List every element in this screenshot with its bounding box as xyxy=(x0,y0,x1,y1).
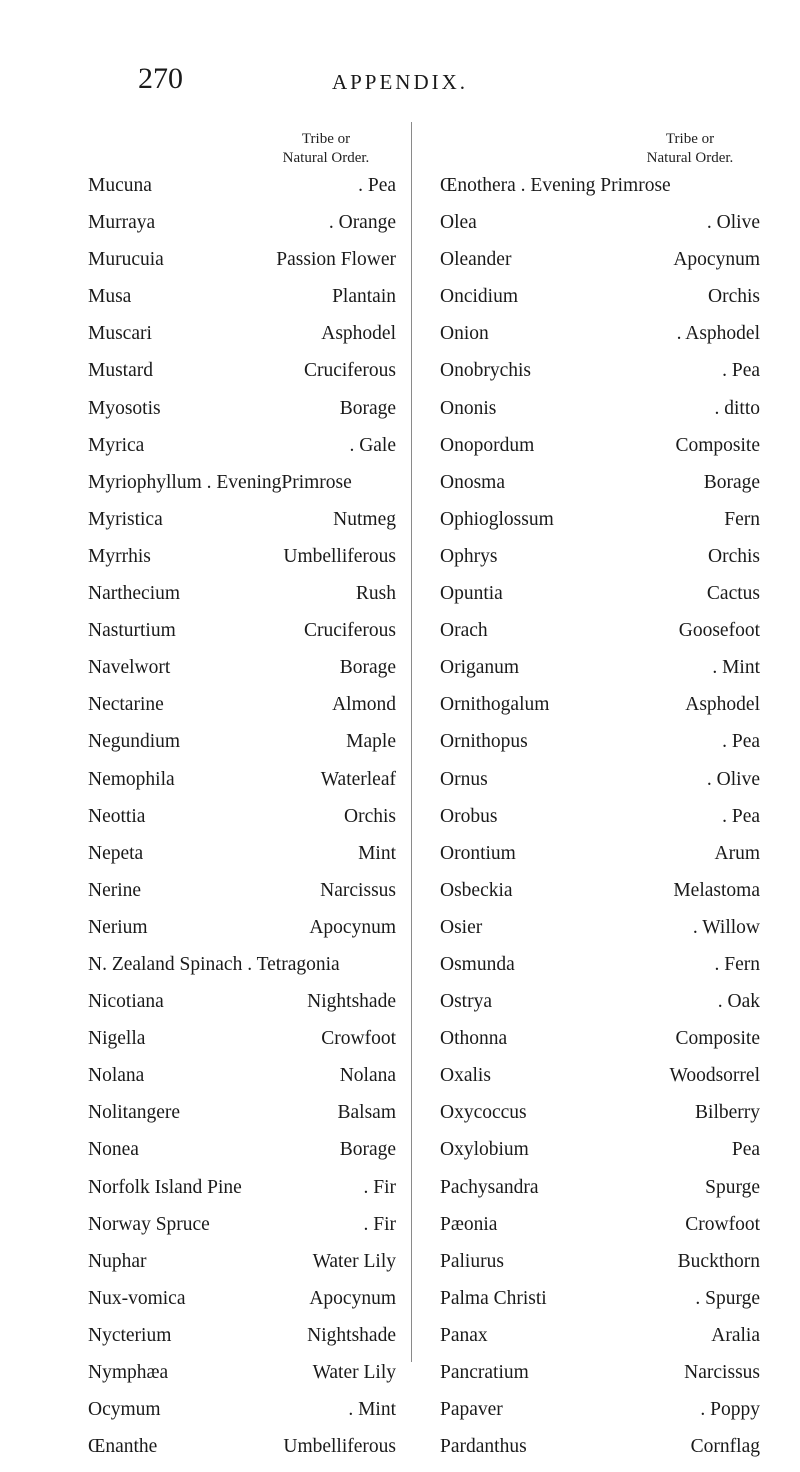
plant-name: Negundium xyxy=(88,731,181,753)
natural-order: Umbelliferous xyxy=(283,545,396,567)
plant-name: Myriophyllum . EveningPrimrose xyxy=(88,471,352,493)
natural-order: Composite xyxy=(675,434,760,456)
table-row xyxy=(440,1287,760,1324)
table-row xyxy=(88,434,396,471)
column-divider xyxy=(411,122,412,1362)
table-row xyxy=(88,1213,396,1250)
table-row xyxy=(88,248,396,285)
table-row xyxy=(440,1398,760,1435)
plant-name: Nycterium xyxy=(88,1324,172,1346)
plant-name: Nuphar xyxy=(88,1250,147,1272)
natural-order: . Gale xyxy=(349,434,396,456)
table-row xyxy=(88,1027,396,1064)
column-heading-right xyxy=(620,130,760,168)
plant-name: Origanum xyxy=(440,657,520,679)
plant-name: Nasturtium xyxy=(88,620,176,642)
table-row xyxy=(88,359,396,396)
table-row xyxy=(88,1064,396,1101)
plant-name: Œnanthe xyxy=(88,1436,158,1458)
table-row xyxy=(440,434,760,471)
plant-name: Nux-vomica xyxy=(88,1287,186,1309)
table-row xyxy=(88,174,396,211)
table-row xyxy=(440,397,760,434)
natural-order: Composite xyxy=(675,1028,760,1050)
natural-order: Water Lily xyxy=(312,1250,396,1272)
table-row xyxy=(440,730,760,767)
natural-order: Nolana xyxy=(339,1065,396,1087)
natural-order: . Olive xyxy=(706,212,760,234)
plant-name: Orobus xyxy=(440,805,498,827)
natural-order: Narcissus xyxy=(684,1362,760,1383)
natural-order: . Pea xyxy=(722,805,760,827)
natural-order: Borage xyxy=(339,657,396,679)
column-heading-left xyxy=(256,130,396,168)
natural-order: . Mint xyxy=(712,657,760,679)
plant-name: Osbeckia xyxy=(440,879,513,901)
table-row xyxy=(440,582,760,619)
table-row xyxy=(88,1361,396,1398)
plant-name: Osier xyxy=(440,916,483,938)
plant-name: Ononis xyxy=(440,397,497,419)
plant-name: Myristica xyxy=(88,508,163,530)
table-row xyxy=(440,916,760,953)
table-row xyxy=(440,693,760,730)
natural-order: Passion Flower xyxy=(276,249,396,271)
natural-order: . Pea xyxy=(358,175,396,196)
natural-order: Orchis xyxy=(708,545,760,567)
table-row xyxy=(88,693,396,730)
table-row xyxy=(88,730,396,767)
plant-name: Narthecium xyxy=(88,583,181,605)
entries-column-left xyxy=(88,174,396,1472)
natural-order: Umbelliferous xyxy=(283,1436,396,1458)
natural-order: Rush xyxy=(355,583,396,605)
plant-name: Muscari xyxy=(88,323,152,345)
natural-order: Arum xyxy=(714,842,760,864)
plant-name: Opuntia xyxy=(440,583,503,605)
natural-order: Spurge xyxy=(705,1176,760,1198)
natural-order: . Asphodel xyxy=(676,323,760,345)
table-row xyxy=(88,768,396,805)
table-row xyxy=(440,1101,760,1138)
plant-name: Orach xyxy=(440,620,488,642)
natural-order: Narcissus xyxy=(320,879,396,901)
table-row xyxy=(440,1361,760,1398)
table-row xyxy=(440,656,760,693)
plant-name: Myrrhis xyxy=(88,545,151,567)
table-row xyxy=(440,1435,760,1472)
natural-order: Melastoma xyxy=(673,879,760,901)
table-row xyxy=(440,285,760,322)
natural-order: . Orange xyxy=(328,212,396,234)
plant-name: Mustard xyxy=(88,360,153,382)
plant-name: Onion xyxy=(440,323,489,345)
plant-name: Panax xyxy=(440,1324,488,1346)
table-row xyxy=(440,322,760,359)
column-heading-line: Tribe or xyxy=(301,131,351,147)
plant-name: Ornithogalum xyxy=(440,694,550,716)
plant-name: Norfolk Island Pine xyxy=(88,1176,242,1198)
plant-name: Orontium xyxy=(440,842,516,864)
table-row xyxy=(440,842,760,879)
natural-order: Plantain xyxy=(332,286,396,308)
plant-name: Paliurus xyxy=(440,1250,504,1272)
table-row xyxy=(440,248,760,285)
natural-order: Nightshade xyxy=(307,991,396,1013)
column-heading-line: Natural Order. xyxy=(282,150,370,166)
natural-order: Crowfoot xyxy=(321,1028,396,1050)
natural-order: . Olive xyxy=(706,768,760,790)
natural-order: Goosefoot xyxy=(678,620,760,642)
table-row xyxy=(440,545,760,582)
plant-name: Osmunda xyxy=(440,953,515,975)
table-row xyxy=(88,1324,396,1361)
table-row xyxy=(88,582,396,619)
plant-name: Oxylobium xyxy=(440,1139,529,1161)
plant-name: Nectarine xyxy=(88,694,164,716)
plant-name: Ocymum xyxy=(88,1399,161,1421)
table-row xyxy=(88,508,396,545)
plant-name: Olea xyxy=(440,212,477,234)
natural-order: Asphodel xyxy=(685,694,760,716)
natural-order: . Mint xyxy=(348,1399,396,1421)
plant-name: Oxalis xyxy=(440,1065,491,1087)
plant-name: Navelwort xyxy=(88,657,171,679)
natural-order: Orchis xyxy=(708,286,760,308)
table-row xyxy=(88,842,396,879)
natural-order: . Willow xyxy=(692,916,760,938)
table-row xyxy=(440,1138,760,1175)
natural-order: . Fern xyxy=(714,953,760,975)
plant-name: Nigella xyxy=(88,1028,146,1050)
natural-order: Bilberry xyxy=(695,1102,760,1124)
natural-order: Borage xyxy=(339,1139,396,1161)
column-heading-line: Tribe or xyxy=(665,131,715,147)
plant-name: Ornithopus xyxy=(440,731,528,753)
table-row xyxy=(88,1138,396,1175)
column-heading-line: Natural Order. xyxy=(646,150,734,166)
plant-name: Murucuia xyxy=(88,249,164,271)
page-header xyxy=(0,62,800,102)
natural-order: Orchis xyxy=(344,805,396,827)
plant-name: Othonna xyxy=(440,1028,508,1050)
natural-order: Asphodel xyxy=(321,323,396,345)
plant-name: Palma Christi xyxy=(440,1287,547,1309)
natural-order: Waterleaf xyxy=(320,768,396,790)
natural-order: Cornflag xyxy=(690,1436,760,1458)
table-row xyxy=(440,953,760,990)
plant-name: Pachysandra xyxy=(440,1176,539,1198)
plant-name: Ostrya xyxy=(440,991,492,1013)
plant-name: Nerine xyxy=(88,879,142,901)
plant-name: Mucuna xyxy=(88,175,152,196)
table-row xyxy=(88,285,396,322)
table-row xyxy=(88,1176,396,1213)
natural-order: Cactus xyxy=(706,583,760,605)
natural-order: Almond xyxy=(332,694,396,716)
table-row xyxy=(440,1027,760,1064)
natural-order: . Oak xyxy=(717,991,760,1013)
plant-name: Neottia xyxy=(88,805,146,827)
plant-name: Pæonia xyxy=(440,1213,498,1235)
natural-order: Apocynum xyxy=(673,249,760,271)
plant-name: Nolitangere xyxy=(88,1102,181,1124)
table-row xyxy=(440,174,760,211)
plant-name: Musa xyxy=(88,286,132,308)
table-row xyxy=(440,805,760,842)
table-row xyxy=(88,879,396,916)
entries-column-right xyxy=(440,174,760,1472)
natural-order: Nutmeg xyxy=(333,508,396,530)
running-head: APPENDIX. xyxy=(331,70,469,94)
plant-name: Oxycoccus xyxy=(440,1102,527,1124)
table-row xyxy=(440,1176,760,1213)
natural-order: Balsam xyxy=(337,1102,396,1124)
table-row xyxy=(88,545,396,582)
page-number: 270 xyxy=(138,62,183,95)
plant-name: Oleander xyxy=(440,249,512,271)
table-row xyxy=(88,397,396,434)
plant-name: Nemophila xyxy=(88,768,175,790)
table-row xyxy=(88,471,396,508)
plant-name: Onosma xyxy=(440,471,505,493)
natural-order: Aralia xyxy=(711,1324,760,1346)
natural-order: Nightshade xyxy=(307,1324,396,1346)
natural-order: . Spurge xyxy=(695,1287,760,1309)
table-row xyxy=(440,768,760,805)
table-row xyxy=(88,990,396,1027)
table-row xyxy=(88,211,396,248)
plant-name: Myosotis xyxy=(88,397,161,419)
plant-name: Ornus xyxy=(440,768,488,790)
table-row xyxy=(440,619,760,656)
natural-order: . ditto xyxy=(714,397,760,419)
table-row xyxy=(440,879,760,916)
natural-order: Borage xyxy=(339,397,396,419)
plant-name: Myrica xyxy=(88,434,145,456)
table-row xyxy=(440,471,760,508)
table-row xyxy=(88,1398,396,1435)
natural-order: Fern xyxy=(724,508,760,530)
plant-name: Pancratium xyxy=(440,1362,529,1383)
table-row xyxy=(440,211,760,248)
table-row xyxy=(440,1064,760,1101)
natural-order: Water Lily xyxy=(312,1362,396,1383)
plant-name: Nicotiana xyxy=(88,991,164,1013)
plant-name: Nepeta xyxy=(88,842,144,864)
natural-order: . Pea xyxy=(722,360,760,382)
plant-name: Ophrys xyxy=(440,545,498,567)
natural-order: Woodsorrel xyxy=(669,1065,760,1087)
table-row xyxy=(88,953,396,990)
table-row xyxy=(88,1287,396,1324)
table-row xyxy=(88,1101,396,1138)
plant-name: Œnothera . Evening Primrose xyxy=(440,175,671,196)
table-row xyxy=(440,1213,760,1250)
plant-name: N. Zealand Spinach . Tetragonia xyxy=(88,953,340,975)
natural-order: Apocynum xyxy=(309,1287,396,1309)
natural-order: . Fir xyxy=(363,1213,396,1235)
plant-name: Norway Spruce xyxy=(88,1213,210,1235)
natural-order: . Poppy xyxy=(700,1399,760,1421)
table-row xyxy=(440,1324,760,1361)
plant-name: Papaver xyxy=(440,1399,503,1421)
plant-name: Oncidium xyxy=(440,286,518,308)
natural-order: Cruciferous xyxy=(303,620,396,642)
plant-name: Nerium xyxy=(88,916,148,938)
natural-order: . Pea xyxy=(722,731,760,753)
natural-order: Maple xyxy=(346,731,396,753)
plant-name: Onopordum xyxy=(440,434,535,456)
table-row xyxy=(88,322,396,359)
table-row xyxy=(88,656,396,693)
natural-order: Crowfoot xyxy=(685,1213,760,1235)
table-row xyxy=(440,359,760,396)
table-row xyxy=(88,805,396,842)
table-row xyxy=(88,1435,396,1472)
plant-name: Pardanthus xyxy=(440,1436,527,1458)
table-row xyxy=(88,619,396,656)
natural-order: Cruciferous xyxy=(303,360,396,382)
natural-order: Apocynum xyxy=(309,916,396,938)
natural-order: . Fir xyxy=(363,1176,396,1198)
table-row xyxy=(440,990,760,1027)
plant-name: Murraya xyxy=(88,212,156,234)
plant-name: Onobrychis xyxy=(440,360,531,382)
plant-name: Nonea xyxy=(88,1139,139,1161)
plant-name: Ophioglossum xyxy=(440,508,554,530)
plant-name: Nolana xyxy=(88,1065,145,1087)
natural-order: Borage xyxy=(703,471,760,493)
plant-name: Nymphæa xyxy=(88,1362,169,1383)
table-row xyxy=(88,916,396,953)
natural-order: Buckthorn xyxy=(677,1250,760,1272)
table-row xyxy=(440,1250,760,1287)
table-row xyxy=(88,1250,396,1287)
natural-order: Pea xyxy=(731,1139,760,1161)
table-row xyxy=(440,508,760,545)
natural-order: Mint xyxy=(358,842,396,864)
